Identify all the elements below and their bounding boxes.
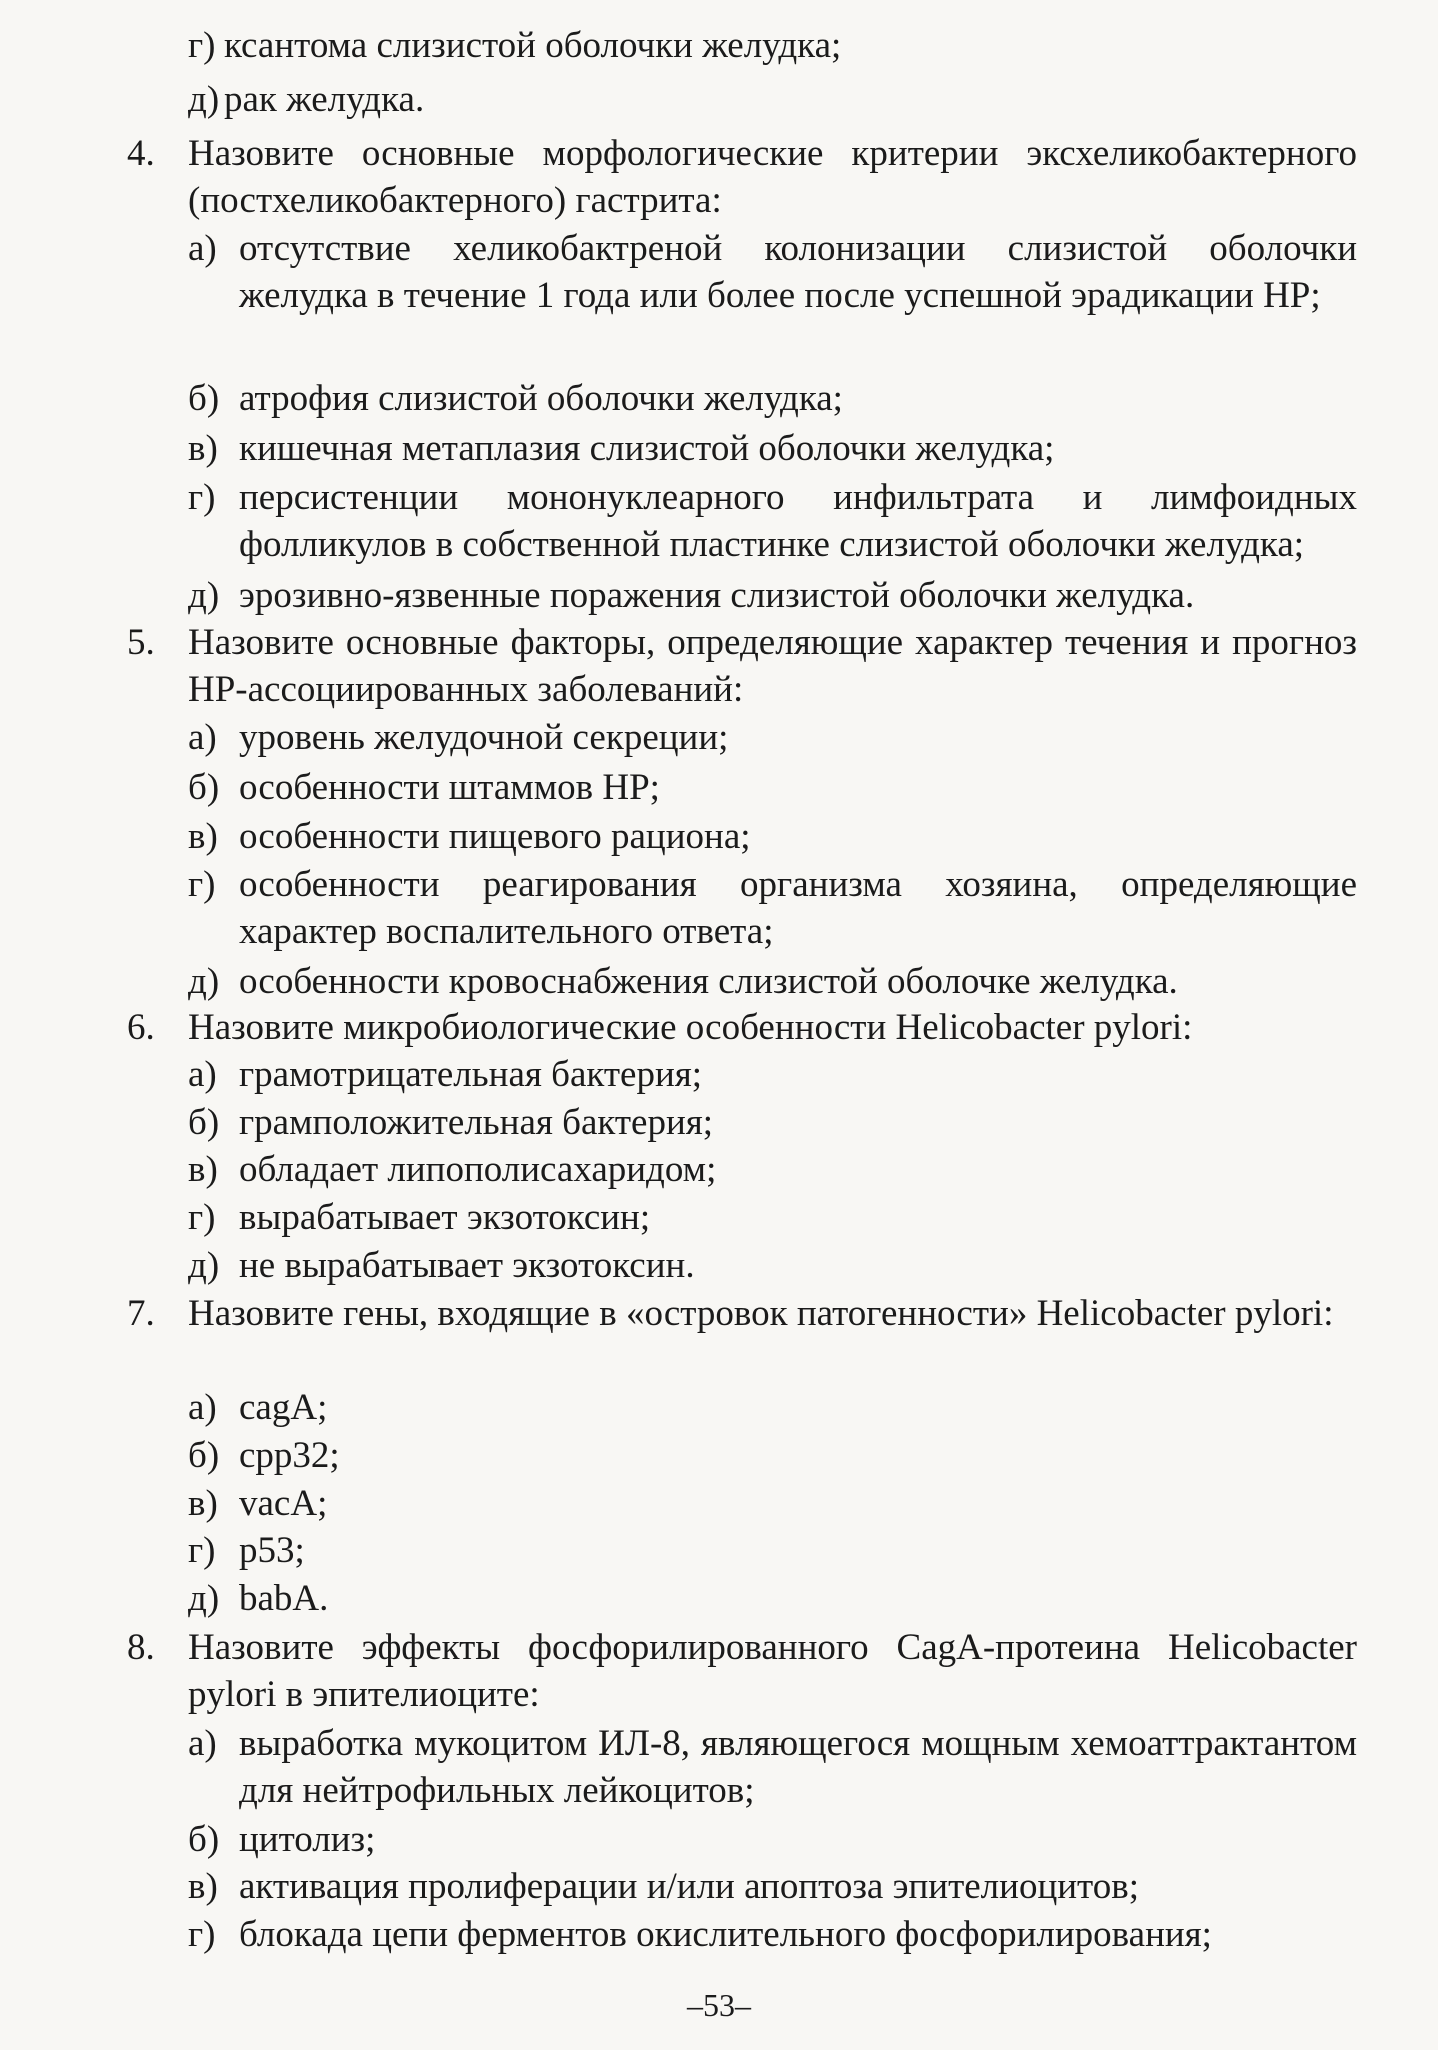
- option-text: p53;: [239, 1530, 305, 1571]
- option-text: особенности кровоснабжения слизистой оболочке желудка.: [239, 961, 1178, 1002]
- option-text: активация пролиферации и/или апоптоза эпителиоцитов;: [239, 1866, 1139, 1907]
- option-text: особенности штаммов HP;: [239, 767, 660, 808]
- option-label: в): [188, 1866, 218, 1907]
- question-text: Назовите гены, входящие в «островок патогенности» Helicobacter pylori:: [188, 1293, 1334, 1334]
- option-label: д): [188, 79, 220, 120]
- option-label: г): [188, 1530, 216, 1571]
- option-5v: [188, 813, 1357, 860]
- option-text: cpp32;: [239, 1435, 340, 1476]
- page-number: –53–: [687, 1987, 751, 2023]
- option-label: б): [188, 1819, 220, 1860]
- option-6v: [188, 1146, 1357, 1193]
- question-6: [127, 1004, 1357, 1051]
- option-7g: [188, 1527, 1357, 1574]
- option-text: персистенции мононуклеарного инфильтрата и лимфоидных фолликулов в собственной пластинке слизистой оболочки желудка;: [239, 477, 1357, 565]
- question-number: 8.: [127, 1627, 155, 1668]
- option-label: в): [188, 428, 218, 469]
- option-label: в): [188, 1483, 218, 1524]
- option-label: а): [188, 1723, 217, 1764]
- option-text: рак желудка.: [224, 79, 425, 120]
- question-number: 6.: [127, 1007, 155, 1048]
- option-label: г): [188, 25, 216, 66]
- option-4a: [188, 225, 1357, 319]
- option-4d: [188, 572, 1357, 619]
- option-label: б): [188, 1435, 220, 1476]
- option-text: эрозивно-язвенные поражения слизистой оболочки желудка.: [239, 575, 1195, 616]
- option-label: г): [188, 864, 216, 905]
- option-8a: [188, 1720, 1357, 1814]
- option-label: б): [188, 378, 220, 419]
- option-label: а): [188, 1387, 217, 1428]
- option-d-prev: [188, 76, 1357, 123]
- option-6d: [188, 1242, 1357, 1289]
- option-text: обладает липополисахаридом;: [239, 1149, 717, 1190]
- question-number: 4.: [127, 133, 155, 174]
- option-text: цитолиз;: [239, 1819, 376, 1860]
- option-7a: [188, 1384, 1357, 1431]
- option-5g: [188, 861, 1357, 955]
- option-text: vacA;: [239, 1483, 328, 1524]
- question-text: Назовите эффекты фосфорилированного CagA-протеина Helicobacter pylori в эпителиоците:: [188, 1627, 1357, 1715]
- option-label: б): [188, 1102, 220, 1143]
- option-label: г): [188, 477, 216, 518]
- option-label: в): [188, 816, 218, 857]
- option-6g: [188, 1194, 1357, 1241]
- option-label: в): [188, 1149, 218, 1190]
- question-number: 7.: [127, 1293, 155, 1334]
- question-text: Назовите основные факторы, определяющие характер течения и прогноз HP-ассоциированных заболеваний:: [188, 622, 1357, 710]
- option-label: д): [188, 961, 220, 1002]
- option-text: грамположительная бактерия;: [239, 1102, 714, 1143]
- option-8g: [188, 1911, 1357, 1958]
- option-label: а): [188, 717, 217, 758]
- option-6a: [188, 1051, 1357, 1098]
- option-label: а): [188, 1054, 217, 1095]
- question-number: 5.: [127, 622, 155, 663]
- option-text: атрофия слизистой оболочки желудка;: [239, 378, 843, 419]
- option-text: вырабатывает экзотоксин;: [239, 1197, 651, 1238]
- option-text: не вырабатывает экзотоксин.: [239, 1245, 695, 1286]
- option-6b: [188, 1099, 1357, 1146]
- option-5b: [188, 764, 1357, 811]
- question-8: [127, 1624, 1357, 1718]
- option-text: выработка мукоцитом ИЛ-8, являющегося мощным хемоаттрактантом для нейтрофильных лейкоцитов;: [239, 1723, 1357, 1811]
- question-5: [127, 619, 1357, 713]
- option-label: д): [188, 575, 220, 616]
- option-4b: [188, 375, 1357, 422]
- option-5d: [188, 958, 1357, 1005]
- option-text: блокада цепи ферментов окислительного фосфорилирования;: [239, 1914, 1212, 1955]
- option-label: б): [188, 767, 220, 808]
- option-7v: [188, 1480, 1357, 1527]
- option-4v: [188, 425, 1357, 472]
- question-4: [127, 130, 1357, 224]
- option-text: cagA;: [239, 1387, 328, 1428]
- question-7: [127, 1290, 1357, 1337]
- option-text: грамотрицательная бактерия;: [239, 1054, 703, 1095]
- option-text: кишечная метаплазия слизистой оболочки желудка;: [239, 428, 1055, 469]
- option-text: уровень желудочной секреции;: [239, 717, 729, 758]
- option-8b: [188, 1816, 1357, 1863]
- option-text: ксантома слизистой оболочки желудка;: [224, 25, 842, 66]
- option-text: отсутствие хеликобактреной колонизации слизистой оболочки желудка в течение 1 года или более после успешной эрадикации HP;: [239, 228, 1357, 316]
- option-label: г): [188, 1197, 216, 1238]
- option-8v: [188, 1863, 1357, 1910]
- option-7b: [188, 1432, 1357, 1479]
- option-7d: [188, 1575, 1357, 1622]
- option-label: д): [188, 1578, 220, 1619]
- option-text: babA.: [239, 1578, 329, 1619]
- option-label: д): [188, 1245, 220, 1286]
- option-text: особенности пищевого рациона;: [239, 816, 751, 857]
- option-4g: [188, 474, 1357, 568]
- option-label: г): [188, 1914, 216, 1955]
- option-5a: [188, 714, 1357, 761]
- option-text: особенности реагирования организма хозяина, определяющие характер воспалительного ответа;: [239, 864, 1357, 952]
- question-text: Назовите основные морфологические критерии эксхеликобактерного (постхеликобактерного) гастрита:: [188, 133, 1357, 221]
- question-text: Назовите микробиологические особенности Helicobacter pylori:: [188, 1007, 1193, 1048]
- option-g-prev: [188, 22, 1357, 69]
- option-label: а): [188, 228, 217, 269]
